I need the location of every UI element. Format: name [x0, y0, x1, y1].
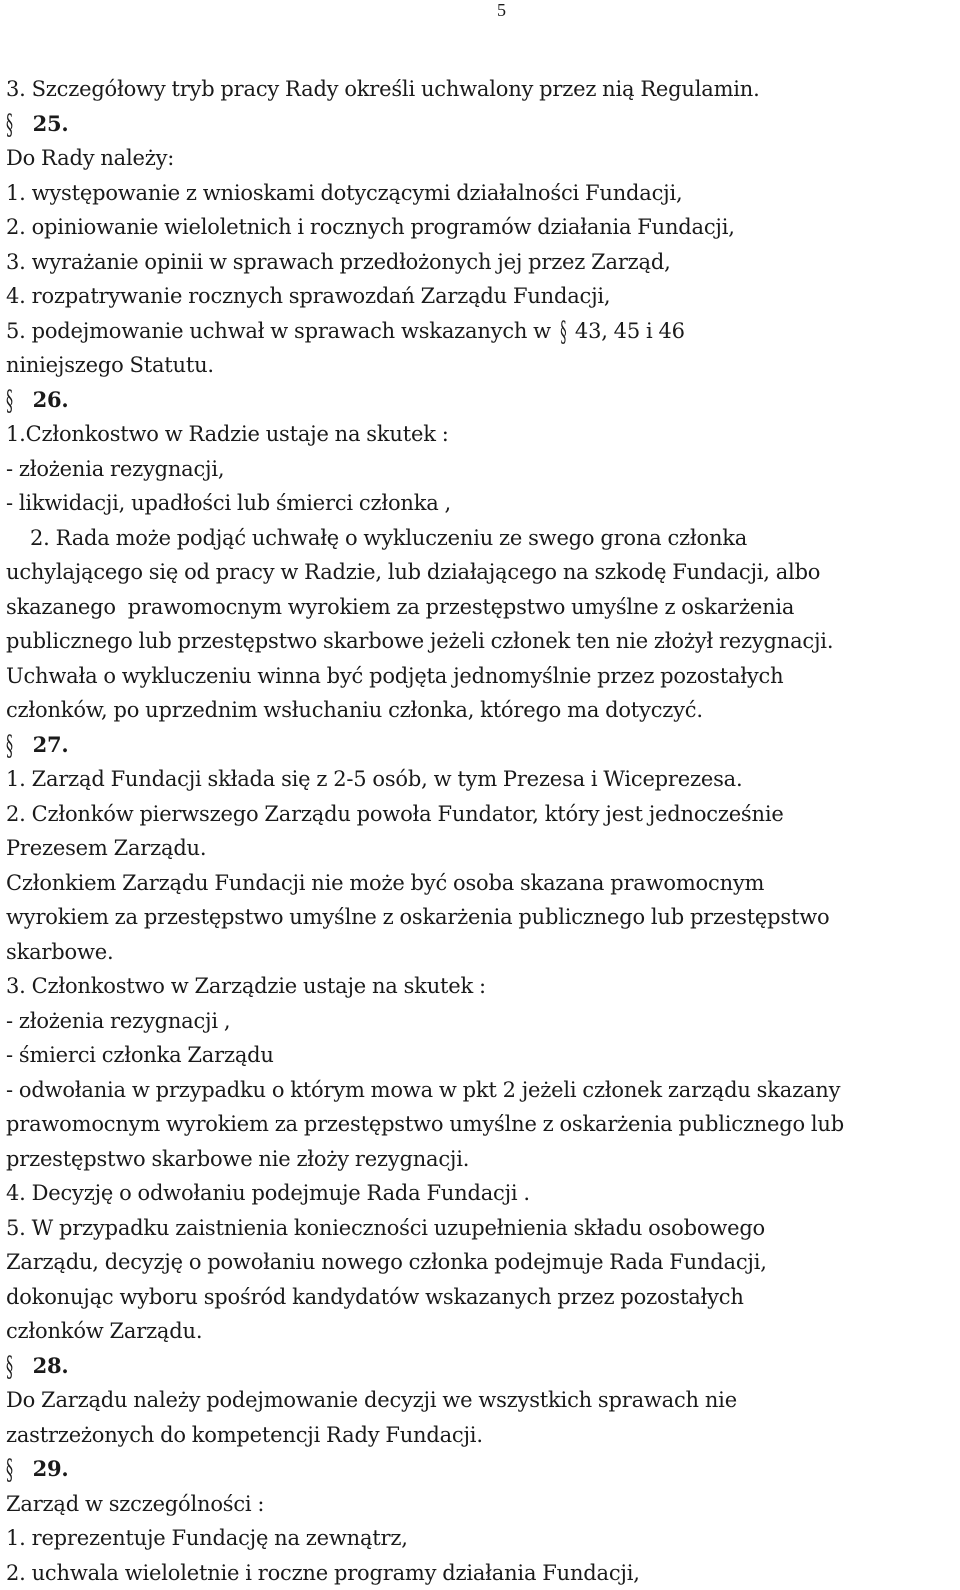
section-sign: § [6, 1357, 16, 1377]
text-line: członków, po uprzednim wsłuchaniu członka, którego ma dotyczyć. [6, 693, 956, 728]
text-line [6, 314, 956, 349]
text-line: niniejszego Statutu. [6, 348, 956, 383]
text-line: - złożenia rezygnacji, [6, 452, 956, 487]
text-line: 2. Rada może podjąć uchwałę o wykluczeniu ze swego grona członka [6, 521, 956, 556]
text-line: uchylającego się od pracy w Radzie, lub działającego na szkodę Fundacji, albo [6, 555, 956, 590]
text-line: - śmierci członka Zarządu [6, 1038, 956, 1073]
text-line: skarbowe. [6, 935, 956, 970]
text-line: Do Zarządu należy podejmowanie decyzji we wszystkich sprawach nie [6, 1383, 956, 1418]
section-number: 28. [26, 1353, 69, 1378]
text-line: - odwołania w przypadku o którym mowa w pkt 2 jeżeli członek zarządu skazany [6, 1073, 956, 1108]
text-line: Zarządu, decyzję o powołaniu nowego członka podejmuje Rada Fundacji, [6, 1245, 956, 1280]
section-sign: § [6, 736, 16, 756]
text-line: 2. opiniowanie wieloletnich i rocznych programów działania Fundacji, [6, 210, 956, 245]
section-number: 27. [26, 732, 69, 757]
section-number: 25. [26, 111, 69, 136]
section-heading [6, 1349, 956, 1384]
text-line: 3. Członkostwo w Zarządzie ustaje na skutek : [6, 969, 956, 1004]
text-fragment: 5. podejmowanie uchwał w sprawach wskazanych w [6, 319, 557, 343]
section-heading [6, 1452, 956, 1487]
document-body [6, 72, 956, 1590]
section-heading [6, 728, 956, 763]
text-line: 5. W przypadku zaistnienia konieczności uzupełnienia składu osobowego [6, 1211, 956, 1246]
text-line: 4. Decyzję o odwołaniu podejmuje Rada Fundacji . [6, 1176, 956, 1211]
section-number: 26. [26, 387, 69, 412]
text-line: Członkiem Zarządu Fundacji nie może być osoba skazana prawomocnym [6, 866, 956, 901]
section-sign: § [560, 322, 565, 342]
text-line: dokonując wyboru spośród kandydatów wskazanych przez pozostałych [6, 1280, 956, 1315]
text-line: 1. reprezentuje Fundację na zewnątrz, [6, 1521, 956, 1556]
text-line: Prezesem Zarządu. [6, 831, 956, 866]
section-sign: § [6, 391, 16, 411]
text-line: 1. Zarząd Fundacji składa się z 2-5 osób, w tym Prezesa i Wiceprezesa. [6, 762, 956, 797]
text-line: skazanego prawomocnym wyrokiem za przestępstwo umyślne z oskarżenia [6, 590, 956, 625]
section-sign: § [6, 1460, 16, 1480]
text-line: - złożenia rezygnacji , [6, 1004, 956, 1039]
text-line: Zarząd w szczególności : [6, 1487, 956, 1522]
page-number: 5 [497, 0, 506, 21]
text-line: prawomocnym wyrokiem za przestępstwo umyślne z oskarżenia publicznego lub [6, 1107, 956, 1142]
text-line: 2. Członków pierwszego Zarządu powoła Fundator, który jest jednocześnie [6, 797, 956, 832]
text-line: 1. występowanie z wnioskami dotyczącymi działalności Fundacji, [6, 176, 956, 211]
text-line: przestępstwo skarbowe nie złoży rezygnacji. [6, 1142, 956, 1177]
text-line: publicznego lub przestępstwo skarbowe jeżeli członek ten nie złożył rezygnacji. [6, 624, 956, 659]
text-line: Uchwała o wykluczeniu winna być podjęta jednomyślnie przez pozostałych [6, 659, 956, 694]
text-line: wyrokiem za przestępstwo umyślne z oskarżenia publicznego lub przestępstwo [6, 900, 956, 935]
text-line: 2. uchwala wieloletnie i roczne programy działania Fundacji, [6, 1556, 956, 1590]
text-line: 3. Szczegółowy tryb pracy Rady określi uchwalony przez nią Regulamin. [6, 72, 956, 107]
text-line: 3. wyrażanie opinii w sprawach przedłożonych jej przez Zarząd, [6, 245, 956, 280]
text-line: 1.Członkostwo w Radzie ustaje na skutek : [6, 417, 956, 452]
section-heading [6, 107, 956, 142]
text-line: zastrzeżonych do kompetencji Rady Fundacji. [6, 1418, 956, 1453]
text-line: 4. rozpatrywanie rocznych sprawozdań Zarządu Fundacji, [6, 279, 956, 314]
text-line: członków Zarządu. [6, 1314, 956, 1349]
section-number: 29. [26, 1456, 69, 1481]
text-line: - likwidacji, upadłości lub śmierci członka , [6, 486, 956, 521]
text-line: Do Rady należy: [6, 141, 956, 176]
section-sign: § [6, 115, 16, 135]
text-fragment: 43, 45 i 46 [569, 319, 685, 343]
section-heading [6, 383, 956, 418]
